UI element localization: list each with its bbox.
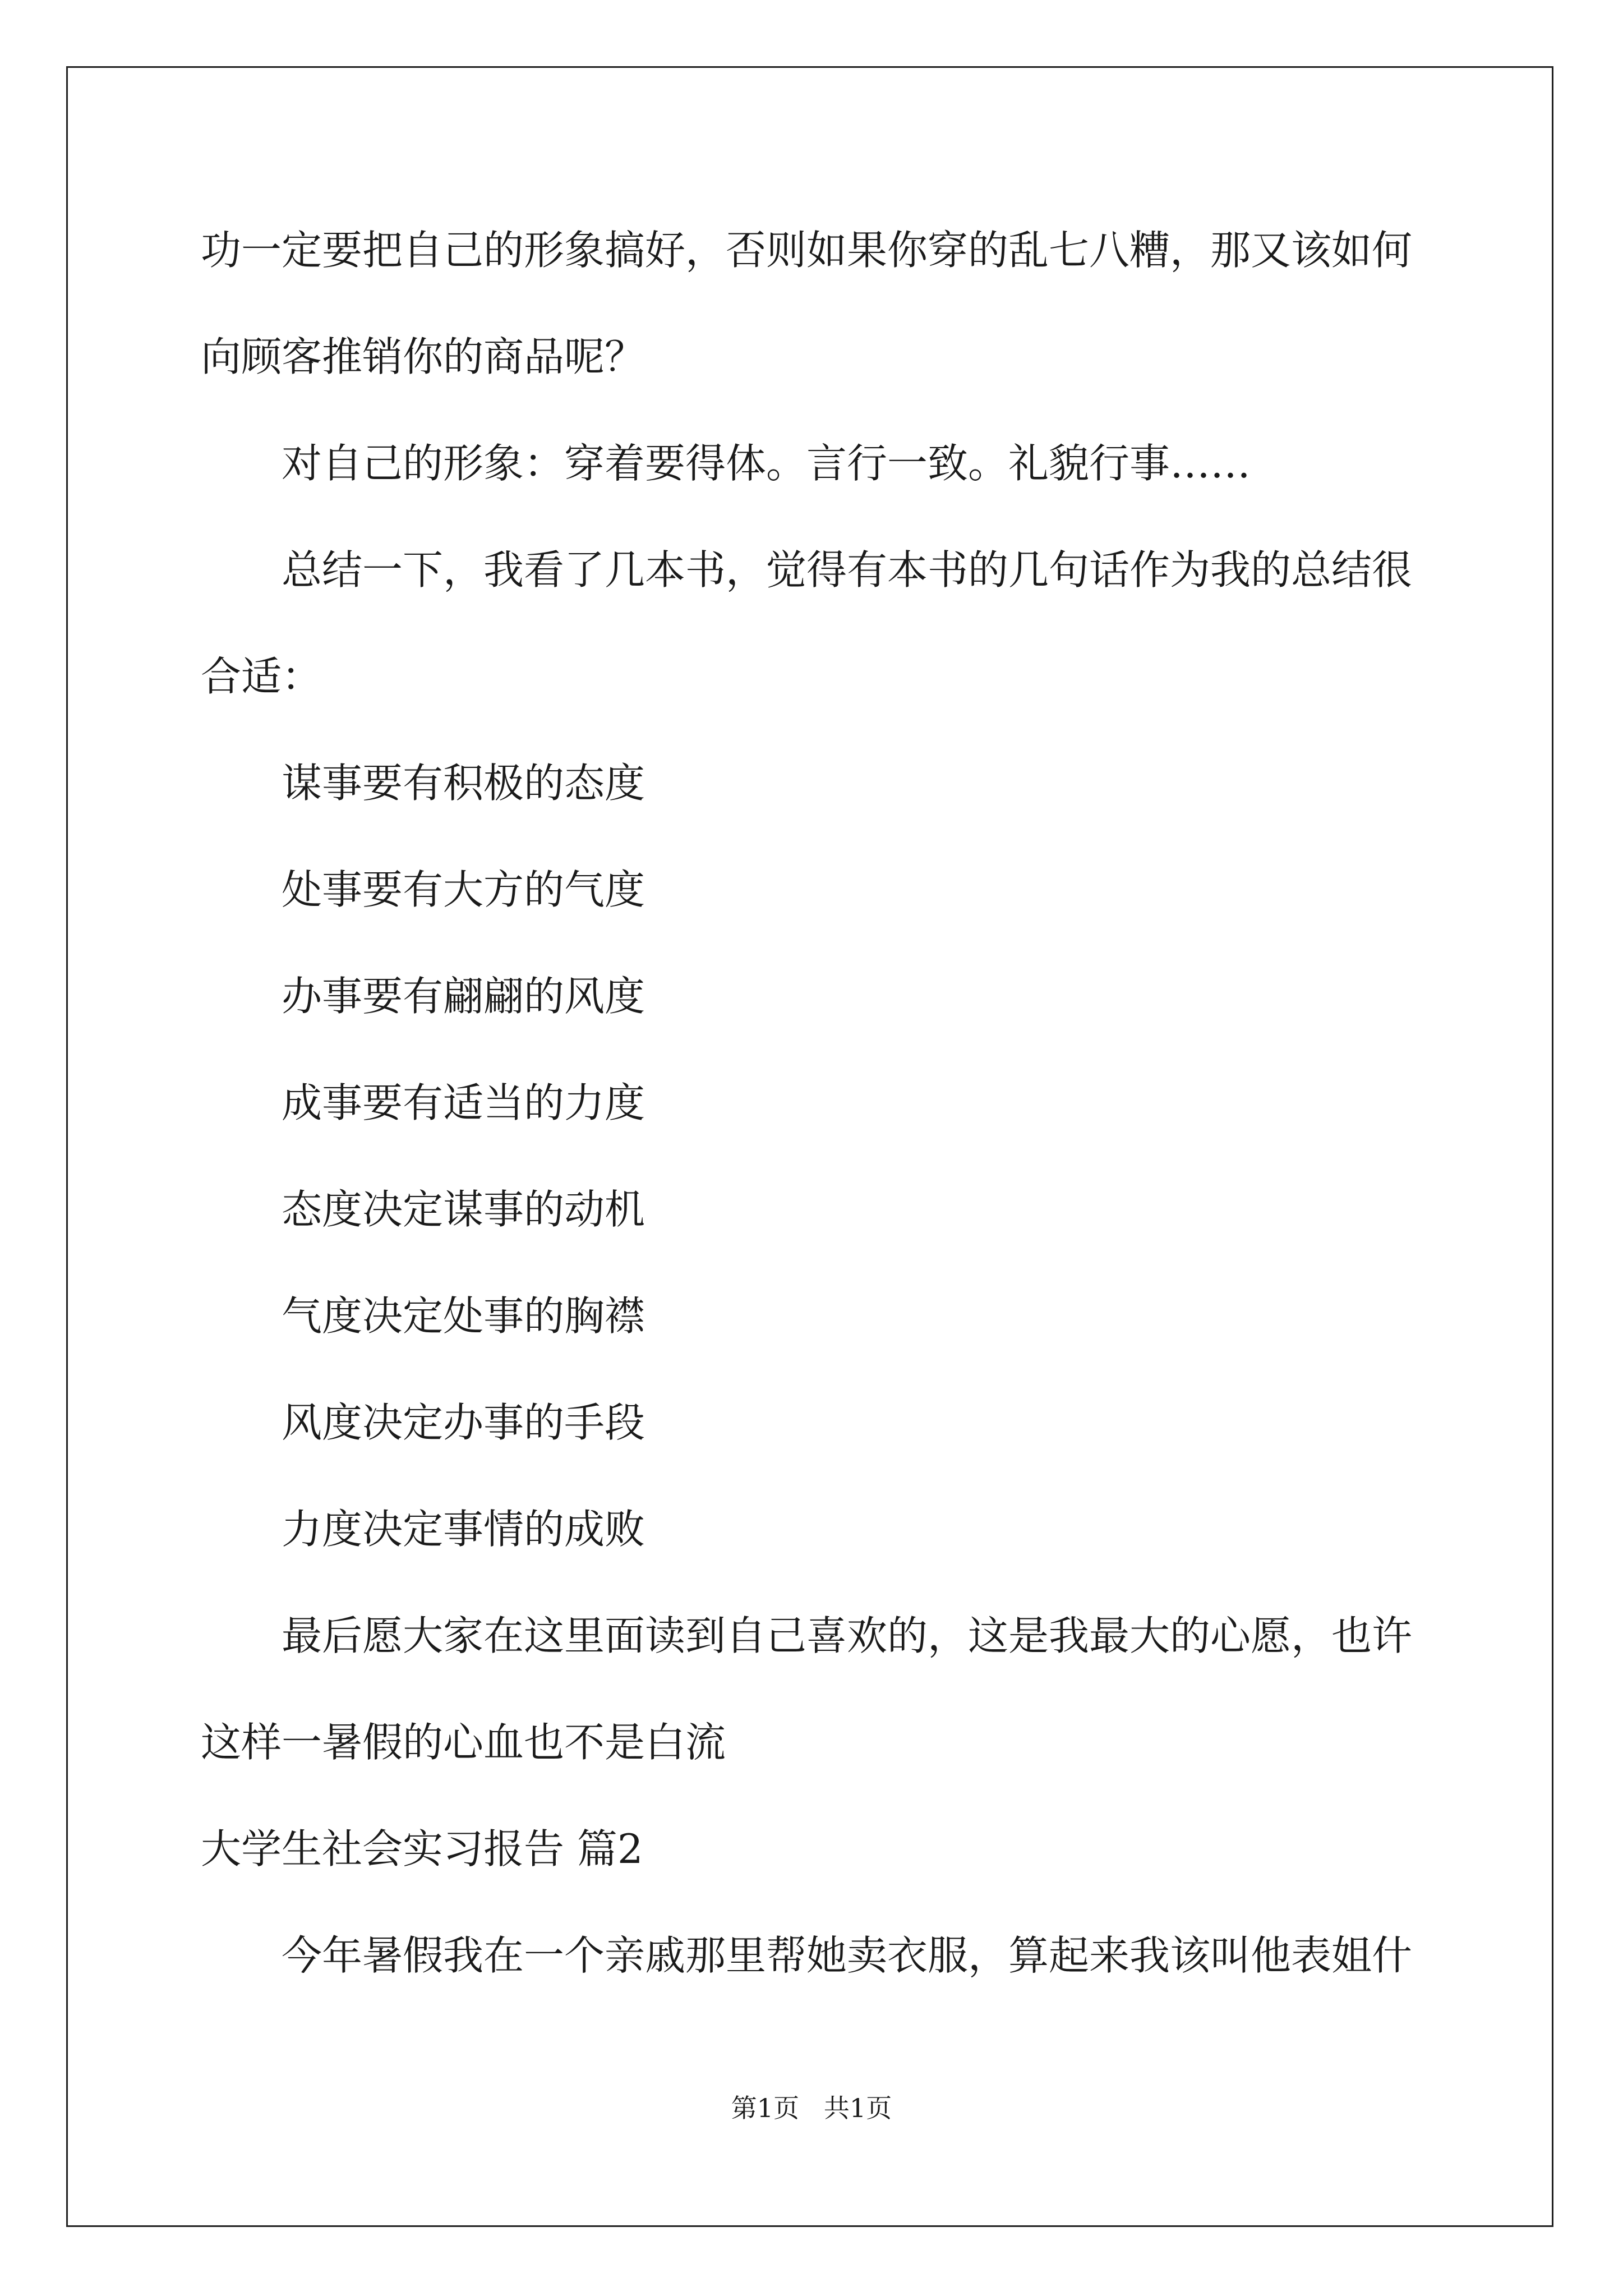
body-line-13: 力度决定事情的成败 <box>282 1506 645 1553</box>
body-line-9: 成事要有适当的力度 <box>282 1079 645 1126</box>
body-line-4: 总结一下，我看了几本书，觉得有本书的几句话作为我的总结很 <box>282 546 1413 593</box>
body-line-6: 谋事要有积极的态度 <box>282 760 645 807</box>
body-line-17: 今年暑假我在一个亲戚那里帮她卖衣服，算起来我该叫他表姐什 <box>282 1932 1413 1979</box>
page-border <box>66 66 1553 2227</box>
body-line-12: 风度决定办事的手段 <box>282 1399 645 1446</box>
page-footer: 第1页 共1页 <box>731 2093 892 2123</box>
body-line-5: 合适： <box>201 653 322 700</box>
body-line-15: 这样一暑假的心血也不是白流 <box>201 1719 726 1766</box>
body-line-11: 气度决定处事的胸襟 <box>282 1292 645 1340</box>
body-line-2: 向顾客推销你的商品呢？ <box>201 333 645 380</box>
section-heading: 大学生社会实习报告 篇2 <box>201 1825 643 1872</box>
body-line-14: 最后愿大家在这里面读到自己喜欢的，这是我最大的心愿，也许 <box>282 1612 1413 1659</box>
body-line-3: 对自己的形象：穿着要得体。言行一致。礼貌行事…… <box>282 440 1251 487</box>
body-line-10: 态度决定谋事的动机 <box>282 1186 645 1233</box>
body-line-7: 处事要有大方的气度 <box>282 866 645 913</box>
body-line-8: 办事要有翩翩的风度 <box>282 973 645 1020</box>
body-line-1: 功一定要把自己的形象搞好，否则如果你穿的乱七八糟，那又该如何 <box>201 227 1413 274</box>
